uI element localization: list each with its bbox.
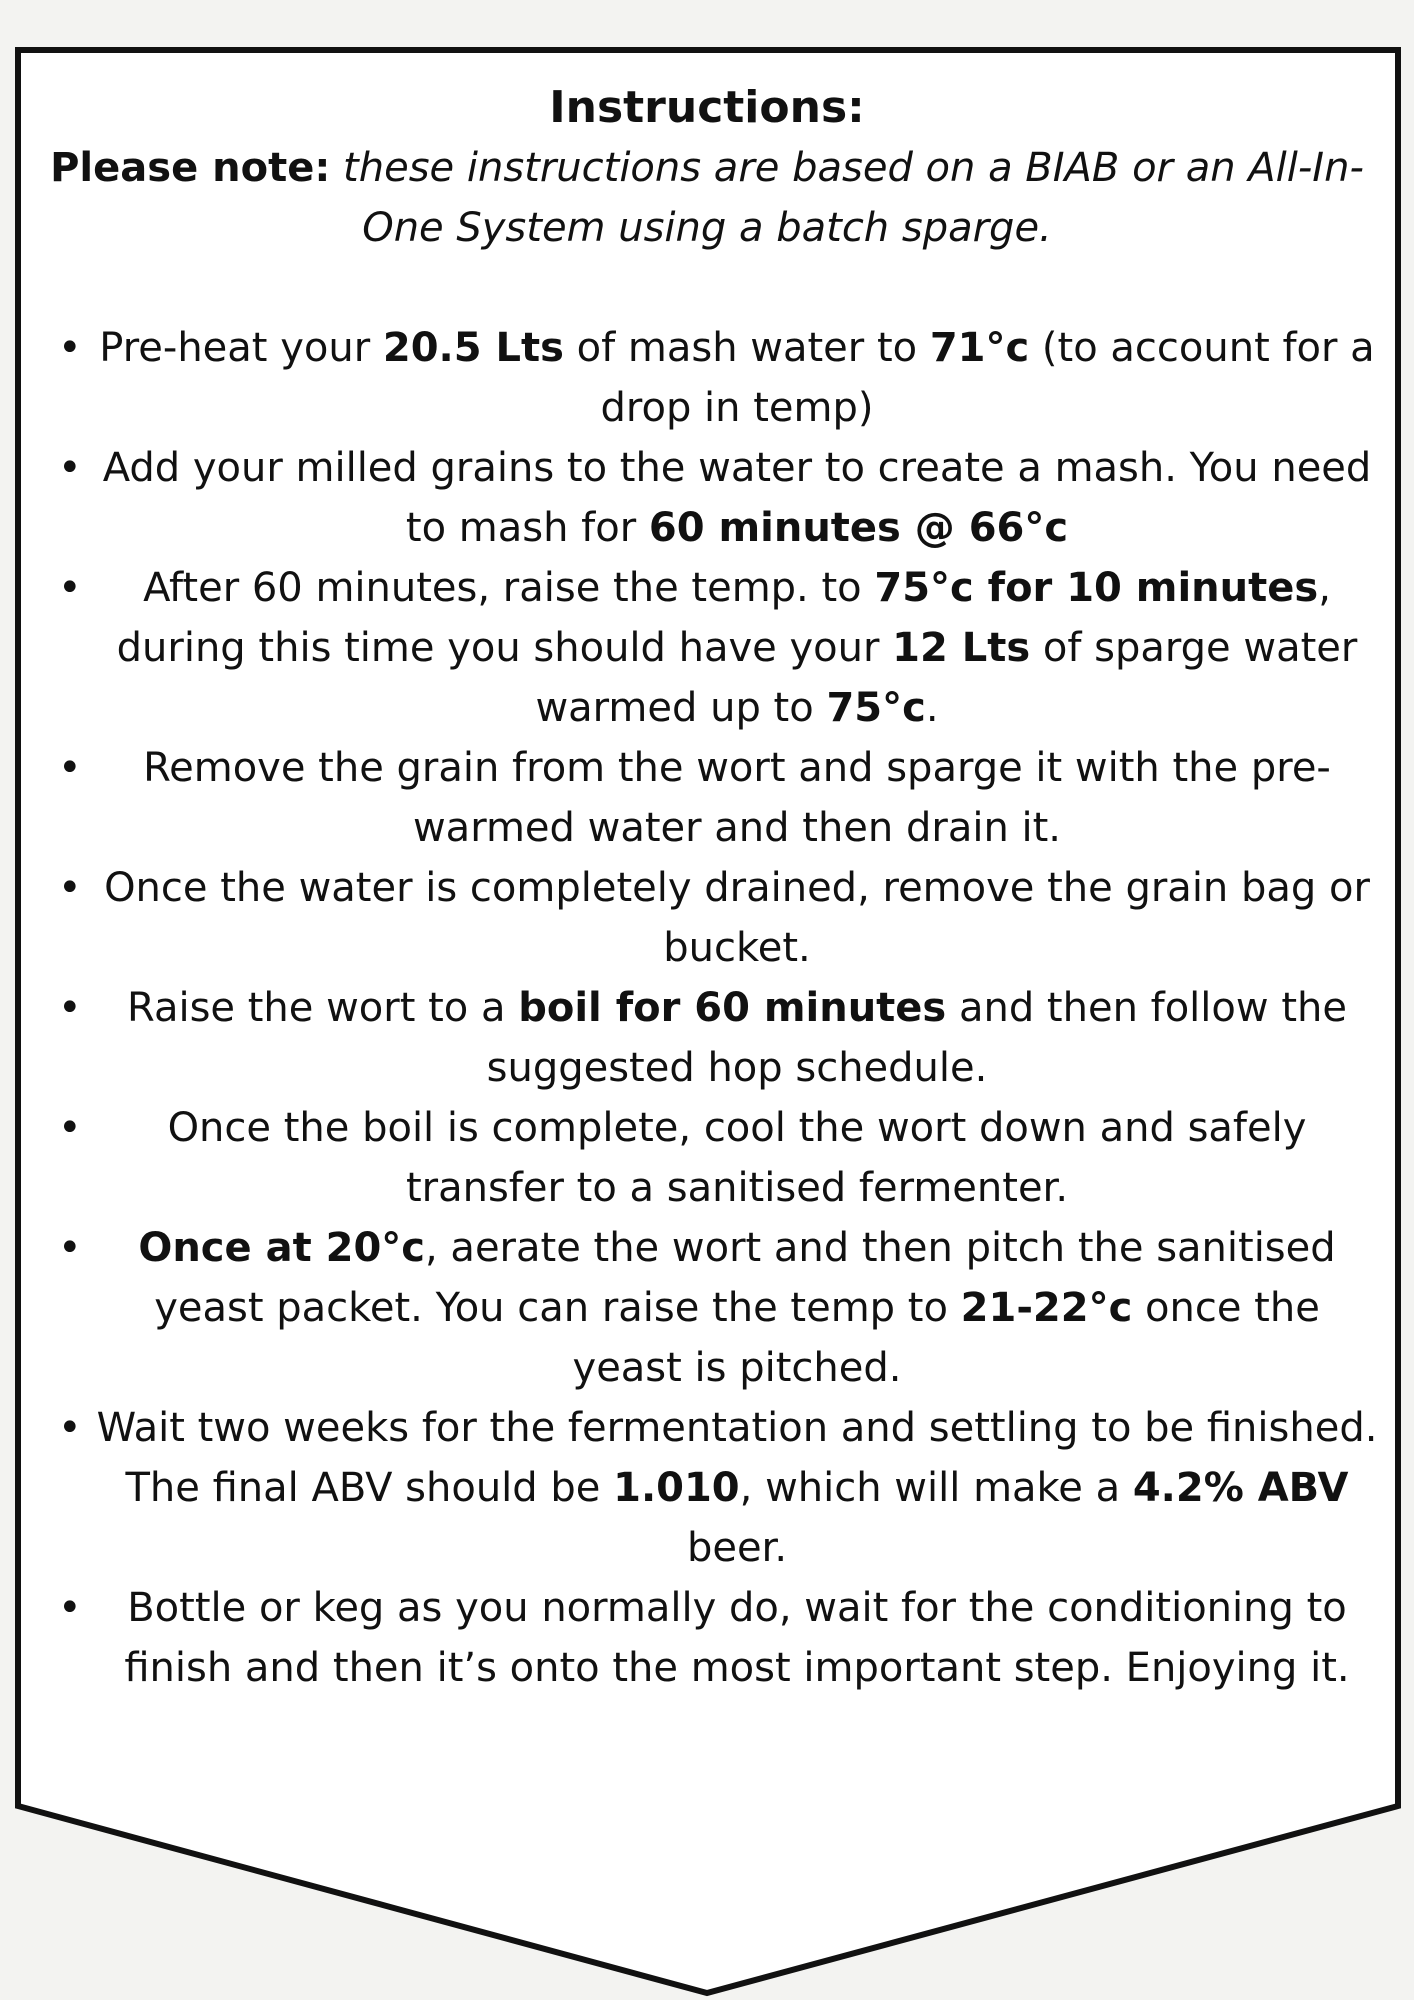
bullet-icon: • [58,1405,82,1451]
list-item [36,438,1378,558]
step-text: Bottle or keg as you normally do, wait for the conditioning to finish and then it’s onto the most important step. Enjoying it. [124,1585,1350,1691]
list-item [36,558,1378,738]
bullet-icon: • [58,865,82,911]
step-text: and then follow the suggested hop schedule. [486,985,1347,1091]
steps-list [36,318,1378,1698]
step-highlight: 60 minutes @ 66°c [648,505,1069,551]
note-label: Please note: [50,145,331,191]
instructions-panel [36,78,1378,1698]
step-text: Raise the wort to a [127,985,519,1031]
step-text: of sparge water warmed up to [535,625,1358,731]
step-text: Remove the grain from the wort and sparge it with the pre-warmed water and then drain it. [143,745,1331,851]
bullet-icon: • [58,1225,82,1271]
bullet-icon: • [58,325,82,371]
list-item [36,1578,1378,1698]
page-title: Instructions: [549,82,865,133]
bullet-icon: • [58,445,82,491]
bullet-icon: • [58,985,82,1031]
step-text: After 60 minutes, raise the temp. to [143,565,875,611]
list-item [36,978,1378,1098]
please-note [36,138,1378,258]
step-text: , during this time you should have your [116,565,1331,671]
bullet-icon: • [58,745,82,791]
step-highlight: 75°c [826,685,926,731]
step-highlight: 1.010 [613,1465,740,1511]
note-text: these instructions are based on a BIAB or an All-In-One System using a batch sparge. [330,145,1364,251]
step-highlight: 21-22°c [960,1285,1133,1331]
step-highlight: boil for 60 minutes [518,985,947,1031]
step-text: , aerate the wort and then pitch the sanitised yeast packet. You can raise the temp to [154,1225,1336,1331]
step-text: , which will make a [739,1465,1133,1511]
bullet-icon: • [58,1585,82,1631]
step-highlight: 12 Lts [892,625,1031,671]
step-text: . [925,685,939,731]
step-highlight: 75°c for 10 minutes [874,565,1319,611]
list-item [36,1098,1378,1218]
step-text: Wait two weeks for the fermentation and settling to be finished. The final ABV should be [96,1405,1378,1511]
step-text: Once the water is completely drained, remove the grain bag or bucket. [104,865,1370,971]
list-item [36,738,1378,858]
step-text: Pre-heat your [99,325,383,371]
list-item [36,1398,1378,1578]
step-text: beer. [686,1525,788,1571]
step-text: Once the boil is complete, cool the wort down and safely transfer to a sanitised fermenter. [167,1105,1307,1211]
step-highlight: 20.5 Lts [382,325,564,371]
step-text: (to account for a drop in temp) [600,325,1375,431]
list-item [36,858,1378,978]
step-text: once the yeast is pitched. [572,1285,1320,1391]
bullet-icon: • [58,1105,82,1151]
list-item [36,1218,1378,1398]
step-highlight: 71°c [929,325,1030,371]
list-item [36,318,1378,438]
bullet-icon: • [58,565,82,611]
step-text: Add your milled grains to the water to create a mash. You need to mash for [102,445,1372,551]
step-highlight: 4.2% ABV [1132,1465,1349,1511]
step-text: of mash water to [563,325,930,371]
step-highlight: Once at 20°c [138,1225,425,1271]
